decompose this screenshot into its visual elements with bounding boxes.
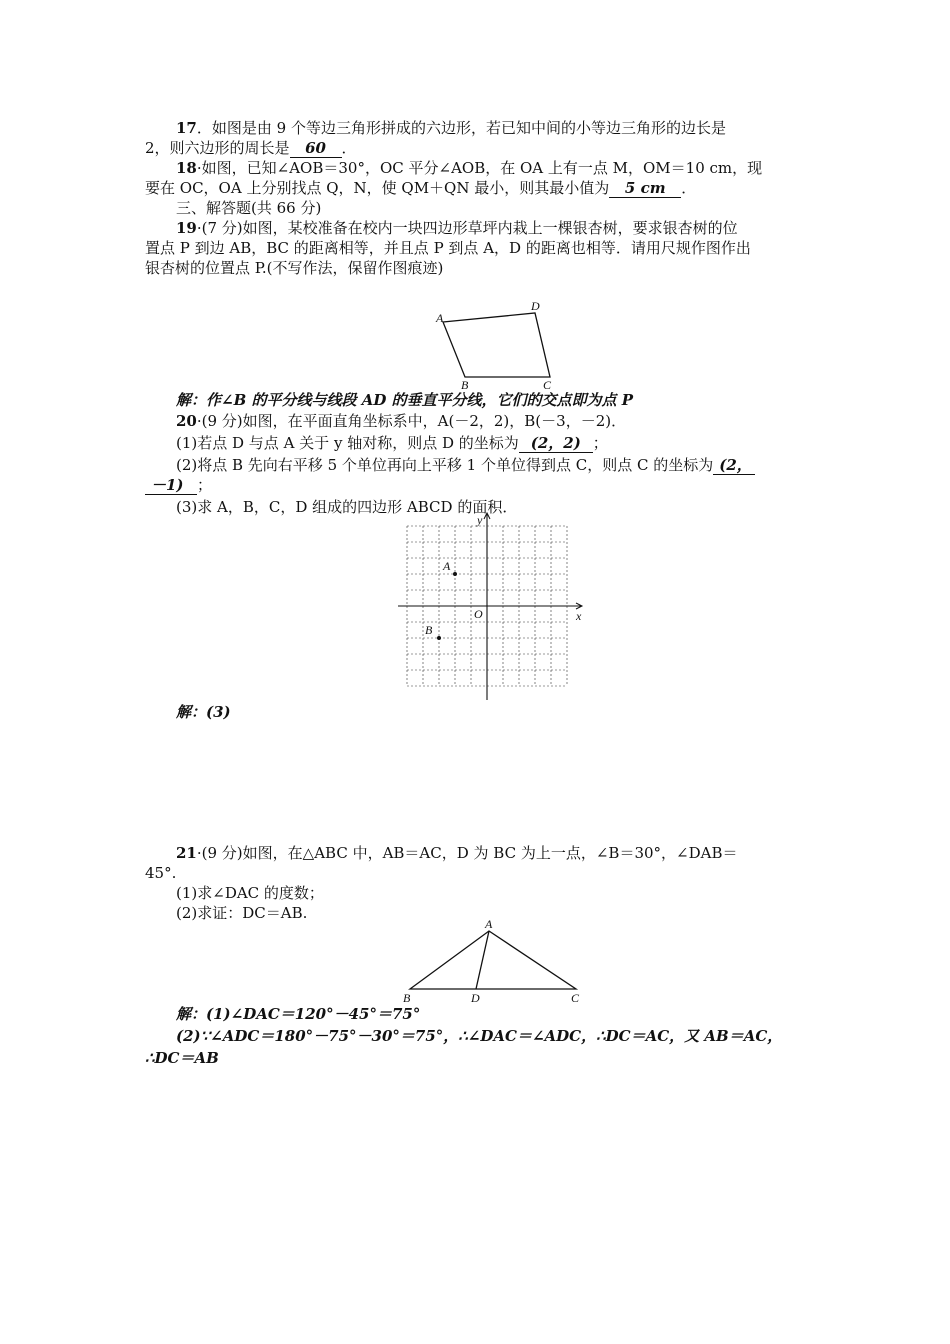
q18-number: 18 [176, 159, 197, 177]
q18-text1: ·如图，已知∠AOB＝30°，OC 平分∠AOB，在 OA 上有一点 M，OM＝10 cm，现 [196, 159, 763, 177]
q20-solution: 解：(3) [176, 703, 231, 721]
q20-part2 [176, 455, 810, 475]
q20-p2-answer-a: (2， [713, 457, 755, 475]
label-b: B [461, 378, 469, 390]
y-axis-label: y [477, 513, 483, 527]
q20-p2-end: ； [197, 476, 213, 494]
q17-text2: 2，则六边形的周长是 [145, 139, 290, 157]
q19-number: 19 [176, 219, 197, 237]
q21-number: 21 [176, 844, 197, 862]
q20-p1-answer: (2，2) [519, 435, 593, 453]
q21-solution-1: 解：(1)∠DAC＝120°－45°＝75° [176, 1005, 421, 1023]
q17-answer: 60 [290, 140, 342, 158]
q21-part2: (2)求证：DC＝AB. [176, 904, 308, 922]
quadrilateral-figure [425, 295, 560, 390]
quadrilateral-abcd [443, 313, 550, 377]
q20-part2-cont [145, 475, 810, 495]
origin-label: O [474, 607, 483, 621]
q21-part1: (1)求∠DAC 的度数； [176, 884, 324, 902]
q17-text1: ．如图是由 9 个等边三角形拼成的六边形，若已知中间的小等边三角形的边长是 [196, 119, 726, 137]
q19-line2: 置点 P 到边 AB，BC 的距离相等，并且点 P 到点 A，D 的距离也相等．请用尺规作图作出 [145, 239, 751, 257]
q20-part3: (3)求 A，B，C，D 组成的四边形 ABCD 的面积． [176, 498, 518, 516]
q21-solution-2: (2)∵∠ADC＝180°－75°－30°＝75°，∴∠DAC＝∠ADC，∴DC＝AC，又 AB＝AC， [176, 1027, 783, 1045]
label-d: D [531, 299, 540, 313]
q20-part1 [176, 433, 810, 453]
q20-p1-end: ； [592, 434, 608, 452]
q18-text2-end: ． [681, 179, 697, 197]
label-c: C [571, 991, 580, 1005]
q21-text1: ·(9 分)如图，在△ABC 中，AB＝AC，D 为 BC 为上一点，∠B＝30°，∠DAB＝ [196, 844, 738, 862]
point-a-label: A [443, 559, 451, 573]
point-a [453, 572, 457, 576]
q17-line2 [145, 138, 810, 158]
point-b [437, 636, 441, 640]
q18-answer: 5 cm [609, 180, 681, 198]
triangle-abc [410, 931, 576, 989]
q20-text1: ·(9 分)如图，在平面直角坐标系中，A(－2，2)，B(－3，－2)． [196, 412, 627, 430]
q20-line1 [176, 411, 810, 431]
q18-text2: 要在 OC，OA 上分别找点 Q，N，使 QM＋QN 最小，则其最小值为 [145, 179, 610, 197]
q19-line3: 银杏树的位置点 P.(不写作法，保留作图痕迹) [145, 259, 444, 277]
triangle-figure [398, 917, 588, 1007]
label-a: A [436, 311, 444, 325]
q21-line2: 45°. [145, 864, 177, 882]
q17-line1 [176, 118, 810, 138]
section-heading: 三、解答题(共 66 分) [176, 199, 322, 217]
point-b-label: B [425, 623, 433, 637]
q19-solution: 解：作∠B 的平分线与线段 AD 的垂直平分线，它们的交点即为点 P [176, 391, 634, 409]
q21-line1 [176, 843, 810, 863]
q20-p2-text: (2)将点 B 先向右平移 5 个单位再向上平移 1 个单位得到点 C，则点 C 的坐标为 [176, 456, 714, 474]
q18-line2 [145, 178, 810, 198]
label-a: A [485, 917, 493, 931]
q20-number: 20 [176, 412, 197, 430]
q18-line1 [176, 158, 810, 178]
q17-number: 17 [176, 119, 197, 137]
q20-p2-answer-b: －1) [145, 477, 197, 495]
q19-text1: ·(7 分)如图，某校准备在校内一块四边形草坪内栽上一棵银杏树，要求银杏树的位 [196, 219, 738, 237]
coordinate-grid-figure [398, 508, 588, 703]
q21-solution-3: ∴DC＝AB [145, 1049, 219, 1067]
label-c: C [543, 378, 552, 390]
q19-line1 [176, 218, 810, 238]
q17-text2-end: ． [341, 139, 357, 157]
label-b: B [403, 991, 411, 1005]
x-axis-label: x [576, 609, 582, 623]
label-d: D [471, 991, 480, 1005]
q20-p1-text: (1)若点 D 与点 A 关于 y 轴对称，则点 D 的坐标为 [176, 434, 519, 452]
